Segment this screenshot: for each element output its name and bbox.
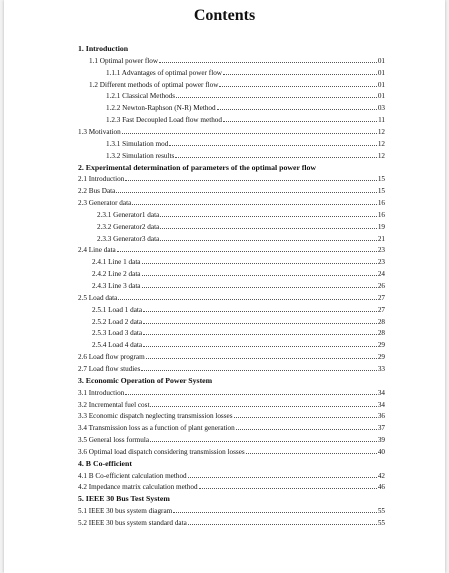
toc-entry[interactable] (78, 422, 385, 433)
toc-entry[interactable] (78, 126, 385, 137)
toc-leader-dots (160, 221, 377, 229)
toc-leader-dots (150, 399, 376, 407)
toc-entry[interactable] (78, 470, 385, 481)
toc-leader-dots (143, 304, 377, 312)
toc-page-number: 01 (377, 92, 385, 101)
toc-entry-title: 2.5.3 Load 3 data (92, 329, 143, 338)
toc-page-number: 16 (377, 210, 385, 219)
toc-entry-title: 1.1 Optimal power flow (89, 56, 159, 65)
toc-entry[interactable] (78, 481, 385, 492)
toc-leader-dots (146, 351, 377, 359)
toc-entry-title: 1. Introduction (78, 44, 129, 53)
toc-entry-title: 1.3 Motivation (78, 127, 121, 136)
toc-entry-title: 3. Economic Operation of Power System (78, 375, 213, 385)
toc-entry[interactable] (97, 233, 385, 244)
toc-leader-dots (117, 244, 377, 252)
toc-page-number: 03 (377, 104, 385, 113)
toc-leader-dots (142, 256, 377, 264)
toc-page-number: 16 (377, 199, 385, 208)
toc-leader-dots (217, 102, 377, 110)
toc-page-number: 29 (377, 353, 385, 362)
toc-page-number: 34 (377, 388, 385, 397)
toc-entry-title: 2.7 Load flow studies (78, 364, 141, 373)
toc-entry-title: 2.3.2 Generator2 data (97, 222, 160, 231)
toc-page-number: 29 (377, 341, 385, 350)
toc-page-number: 33 (377, 364, 385, 373)
toc-page-number: 27 (377, 305, 385, 314)
toc-entry[interactable] (78, 292, 385, 303)
toc-page-number: 12 (377, 139, 385, 148)
toc-entry[interactable] (106, 114, 385, 125)
toc-entry-title: 2.4.2 Line 2 data (92, 270, 141, 279)
toc-page-number: 37 (377, 424, 385, 433)
toc-entry[interactable] (78, 197, 385, 208)
toc-entry[interactable] (92, 268, 385, 279)
toc-entry-title: 3.2 Incremental fuel cost (78, 400, 150, 409)
toc-entry-title: 2.4.1 Line 1 data (92, 258, 141, 267)
toc-leader-dots (169, 138, 377, 146)
toc-entry[interactable] (92, 327, 385, 338)
toc-entry[interactable] (97, 209, 385, 220)
toc-leader-dots (122, 126, 377, 134)
toc-entry[interactable] (78, 244, 385, 255)
toc-entry-title: 3.4 Transmission loss as a function of plant generation (78, 424, 235, 433)
toc-entry[interactable] (97, 221, 385, 232)
toc-page-number: 19 (377, 222, 385, 231)
toc-entry-title: 2.5.1 Load 1 data (92, 305, 143, 314)
toc-entry[interactable] (78, 173, 385, 184)
toc-entry-title: 3.1 Introduction (78, 388, 125, 397)
toc-leader-dots (118, 292, 376, 300)
toc-entry-title: 1.3.2 Simulation results (106, 151, 175, 160)
toc-leader-dots (223, 67, 377, 75)
toc-entry[interactable] (106, 67, 385, 78)
toc-entry-title: 1.2.3 Fast Decoupled Load flow method (106, 116, 222, 125)
toc-page-number: 42 (377, 471, 385, 480)
toc-entry[interactable] (92, 256, 385, 267)
toc-entry-title: 4.1 B Co-efficient calculation method (78, 471, 187, 480)
toc-leader-dots (116, 185, 376, 193)
toc-entry[interactable] (92, 339, 385, 350)
toc-entry-title: 5. IEEE 30 Bus Test System (78, 494, 170, 504)
toc-page-number: 12 (377, 127, 385, 136)
toc-entry-title: 2.5.4 Load 4 data (92, 341, 143, 350)
toc-entry[interactable] (92, 280, 385, 291)
toc-entry[interactable] (78, 387, 385, 398)
toc-leader-dots (188, 470, 377, 478)
toc-leader-dots (142, 280, 377, 288)
toc-section-heading[interactable] (78, 493, 385, 504)
toc-entry-title: 4. B Co-efficient (78, 458, 132, 468)
toc-entry-title: 2.3.1 Generator1 data (97, 210, 160, 219)
toc-entry-title: 2. Experimental determination of parameters of the optimal power flow (78, 162, 317, 172)
toc-leader-dots (175, 150, 377, 158)
toc-entry-title: 1.3.1 Simulation mod (106, 139, 169, 148)
toc-entry[interactable] (78, 399, 385, 410)
toc-leader-dots (141, 363, 377, 371)
toc-entry-title: 2.4 Line data (78, 246, 116, 255)
toc-entry[interactable] (78, 351, 385, 362)
toc-leader-dots (160, 209, 377, 217)
toc-page-number: 46 (377, 483, 385, 492)
toc-section-heading[interactable] (78, 43, 385, 54)
toc-leader-dots (143, 316, 377, 324)
toc-entry-title: 1.1.1 Advantages of optimal power flow (106, 68, 222, 77)
toc-page-number: 15 (377, 187, 385, 196)
toc-page-number: 34 (377, 400, 385, 409)
toc-page-number: 21 (377, 234, 385, 243)
toc-leader-dots (159, 55, 377, 63)
toc-page-number: 28 (377, 329, 385, 338)
toc-page-number: 15 (377, 175, 385, 184)
toc-entry-title: 2.4.3 Line 3 data (92, 282, 141, 290)
toc-leader-dots (176, 90, 377, 98)
toc-page-number: 11 (378, 116, 385, 125)
toc-page-number: 01 (377, 68, 385, 77)
toc-entry[interactable] (78, 517, 385, 528)
toc-entry[interactable] (106, 90, 385, 101)
toc-entry-title: 2.5 Load data (78, 293, 118, 302)
document-page (4, 0, 445, 573)
toc-entry-title: 3.6 Optimal load dispatch considering transmission losses (78, 447, 245, 456)
toc-page-number: 40 (377, 447, 385, 456)
toc-leader-dots (188, 517, 377, 525)
toc-entry-title: 5.2 IEEE 30 bus system standard data (78, 519, 187, 527)
toc-page-number: 23 (377, 246, 385, 255)
toc-leader-dots (173, 505, 377, 513)
toc-leader-dots (143, 327, 377, 335)
page-title: Contents (193, 7, 256, 24)
toc-entry-title: 1.2.2 Newton-Raphson (N-R) Method (106, 104, 216, 113)
toc-entry[interactable] (78, 446, 385, 457)
toc-entry-title: 3.5 General loss formula (78, 436, 150, 445)
toc-entry-title: 1.2 Different methods of optimal power flow (89, 80, 219, 89)
toc-page-number: 55 (377, 519, 385, 527)
toc-section-heading[interactable] (78, 458, 385, 469)
toc-entry[interactable] (78, 363, 385, 374)
toc-page-number: 36 (377, 412, 385, 421)
toc-entry-title: 4.2 Impedance matrix calculation method (78, 483, 198, 492)
toc-page-number: 12 (377, 151, 385, 160)
toc-leader-dots (125, 173, 377, 181)
toc-leader-dots (236, 422, 377, 430)
toc-page-number: 27 (377, 293, 385, 302)
toc-entry[interactable] (78, 505, 385, 516)
toc-page-number: 28 (377, 317, 385, 326)
toc-section-heading[interactable] (78, 162, 385, 173)
toc-leader-dots (246, 446, 377, 454)
toc-leader-dots (142, 268, 377, 276)
toc-entry-title: 2.6 Load flow program (78, 353, 145, 362)
toc-entry-title: 1.2.1 Classical Methods (106, 92, 176, 101)
toc-page-number: 01 (377, 56, 385, 65)
toc-leader-dots (132, 197, 377, 205)
toc-entry-title: 2.2 Bus Data (78, 187, 116, 196)
toc-page-number: 39 (377, 436, 385, 445)
toc-entry-title: 5.1 IEEE 30 bus system diagram (78, 507, 173, 516)
toc-leader-dots (143, 339, 377, 347)
toc-page-number: 26 (377, 282, 385, 290)
toc-entry[interactable] (78, 410, 385, 421)
toc-leader-dots (219, 79, 376, 87)
toc-entry[interactable] (89, 55, 385, 66)
toc-page-number: 24 (377, 270, 385, 279)
toc-leader-dots (125, 387, 377, 395)
toc-section-heading[interactable] (78, 375, 385, 386)
toc-entry[interactable] (106, 150, 385, 161)
toc-entry[interactable] (92, 316, 385, 327)
toc-entry-title: 3.3 Economic dispatch neglecting transmission losses (78, 412, 233, 421)
toc-leader-dots (160, 233, 377, 241)
toc-entry-title: 2.5.2 Load 2 data (92, 317, 143, 326)
toc-leader-dots (234, 410, 377, 418)
toc-leader-dots (150, 434, 377, 442)
toc-leader-dots (199, 481, 377, 489)
toc-entry[interactable] (89, 79, 385, 90)
toc-page-number: 23 (377, 258, 385, 267)
toc-entry-title: 2.3.3 Generator3 data (97, 234, 160, 243)
toc-entry[interactable] (92, 304, 385, 315)
toc-entry-title: 2.3 Generator data (78, 199, 132, 208)
toc-entry[interactable] (78, 434, 385, 445)
toc-page-number: 55 (377, 507, 385, 516)
toc-entry[interactable] (78, 185, 385, 196)
toc-entry[interactable] (106, 102, 385, 113)
toc-entry-title: 2.1 Introduction (78, 175, 125, 184)
toc-leader-dots (223, 114, 377, 122)
toc-entry[interactable] (106, 138, 385, 149)
toc-page-number: 01 (377, 80, 385, 89)
